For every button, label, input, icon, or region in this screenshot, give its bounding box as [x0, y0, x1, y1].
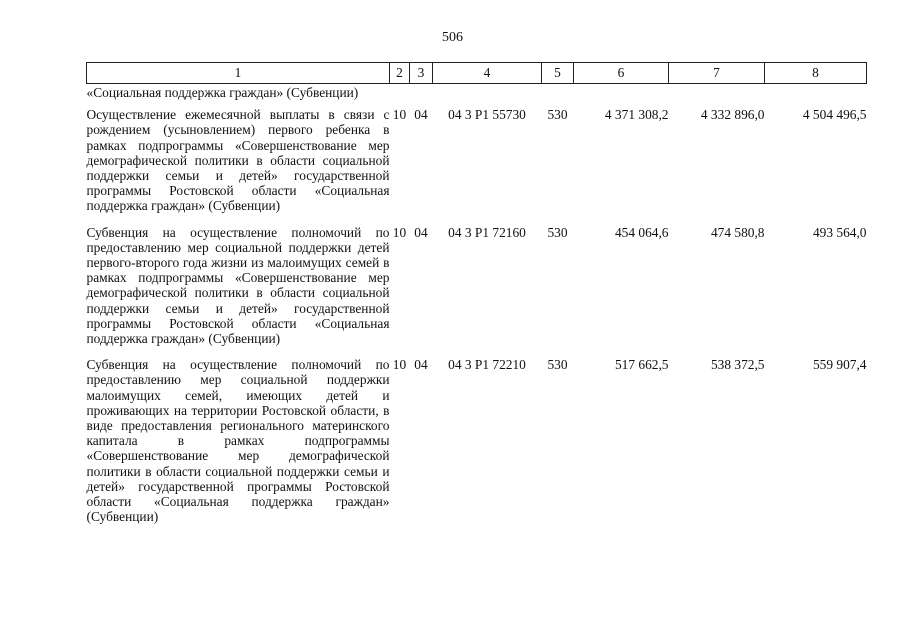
- row-amount-col8: 559 907,4: [812, 357, 867, 373]
- row-expense-type: 530: [547, 357, 568, 373]
- row-description: Субвенция на осуществление полномочий по предоставлению мер социальной поддержки детей первого-второго года жизни из малоимущих семей в рамках подпрограммы «Совершенствование мер демографической политики в области социальной поддержки семьи и детей» государственной программы Ростовской области «Социальная поддержка граждан» (Субвенции): [86, 224, 390, 347]
- row-expense-type: 530: [547, 107, 568, 123]
- table-row: [87, 355, 867, 533]
- header-col-1: 1: [87, 63, 390, 84]
- row-amount-col6: 517 662,5: [614, 357, 669, 373]
- header-col-5: 5: [542, 63, 574, 84]
- row-amount-col7: 538 372,5: [710, 357, 765, 373]
- header-col-6: 6: [574, 63, 669, 84]
- row-target-code: 04 3 P1 72210: [448, 357, 526, 373]
- table-row: [87, 223, 867, 356]
- row-section: 10: [392, 107, 407, 123]
- row-amount-col6: 454 064,6: [614, 224, 669, 240]
- row-target-code: 04 3 P1 55730: [448, 107, 526, 123]
- row-amount-col7: 4 332 896,0: [700, 107, 765, 123]
- header-col-2: 2: [390, 63, 410, 84]
- row-section: 10: [392, 224, 407, 240]
- row-target-code: 04 3 P1 72160: [448, 224, 526, 240]
- table-row: [87, 105, 867, 222]
- header-col-8: 8: [765, 63, 867, 84]
- row-amount-col7: 474 580,8: [710, 224, 765, 240]
- page-number: 506: [442, 30, 463, 45]
- row-amount-col6: 4 371 308,2: [604, 107, 669, 123]
- continuation-text: «Социальная поддержка граждан» (Субвенции): [86, 85, 359, 100]
- header-col-3: 3: [410, 63, 433, 84]
- budget-table: [86, 62, 867, 533]
- row-subsection: 04: [414, 357, 428, 373]
- row-subsection: 04: [414, 107, 428, 123]
- row-description: Осуществление ежемесячной выплаты в связи с рождением (усыновлением) первого ребенка в рамках подпрограммы «Совершенствование мер демографической политики в области социальной поддержки семьи и детей» государственной программы Ростовской области «Социальная поддержка граждан» (Субвенции): [86, 107, 390, 214]
- row-section: 10: [392, 357, 407, 373]
- row-amount-col8: 4 504 496,5: [802, 107, 867, 123]
- row-description: Субвенция на осуществление полномочий по предоставлению мер социальной поддержки малоимущих семей, имеющих детей и проживающих на территории Ростовской области, в виде предоставления регионального материнского капитала в рамках подпрограммы «Совершенствование мер демографической политики в области социальной поддержки семьи и детей» государственной программы Ростовской области «Социальная поддержка граждан» (Субвенции): [86, 357, 390, 525]
- table-row-continuation: [87, 84, 867, 106]
- row-amount-col8: 493 564,0: [812, 224, 867, 240]
- header-col-4: 4: [433, 63, 542, 84]
- row-subsection: 04: [414, 224, 428, 240]
- row-expense-type: 530: [547, 224, 568, 240]
- header-row: [87, 63, 867, 84]
- header-col-7: 7: [669, 63, 765, 84]
